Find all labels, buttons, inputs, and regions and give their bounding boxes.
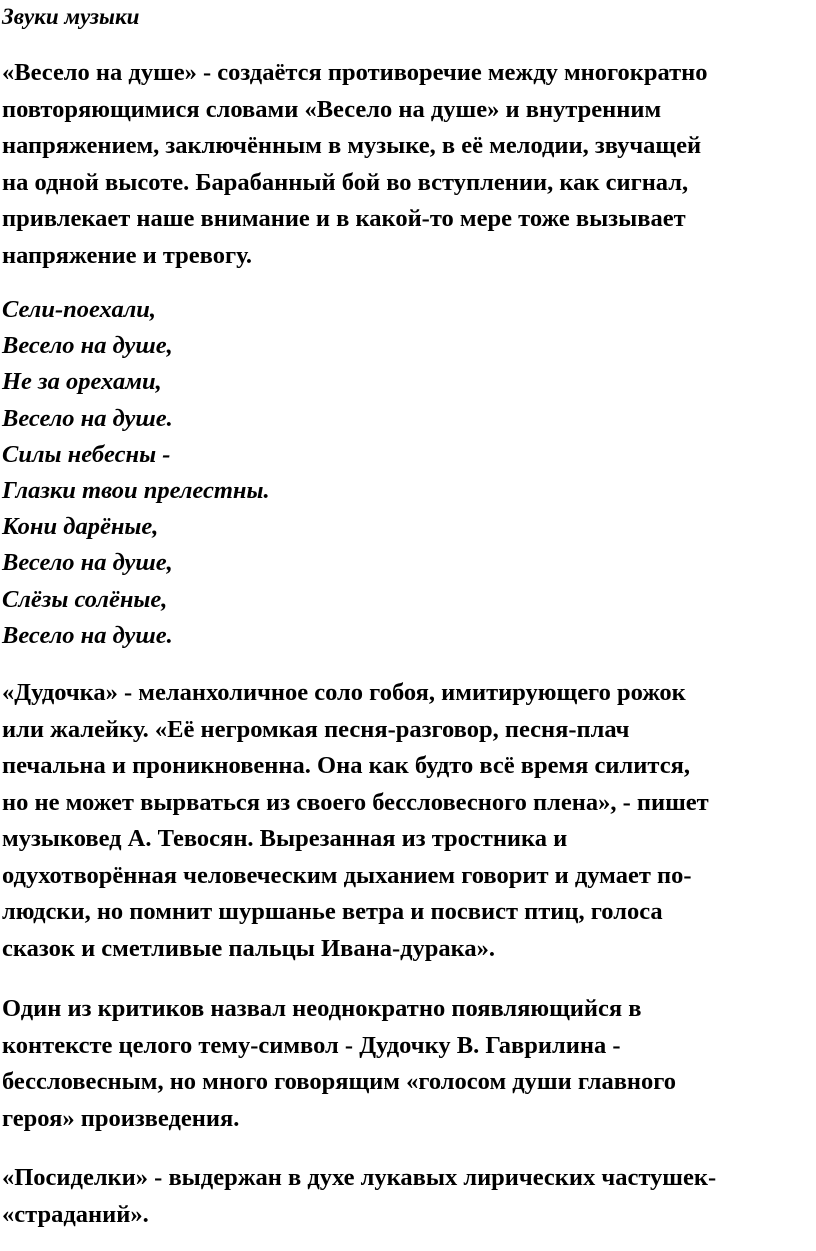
paragraph-line: бессловесным, но много говорящим «голосом души главного — [2, 1068, 677, 1095]
paragraph-line: привлекает наше внимание и в какой-то мере тоже вызывает — [2, 205, 686, 232]
paragraph-line: контексте целого тему-символ - Дудочку В. Гаврилина - — [2, 1031, 621, 1059]
poem-line: Весело на душе, — [2, 332, 173, 360]
paragraph-vesело-na-dushe — [2, 55, 708, 274]
paragraph-line: Один из критиков назвал неоднократно появляющийся в — [2, 995, 642, 1022]
paragraph-posidelki — [2, 1160, 716, 1233]
poem-verse — [2, 292, 270, 654]
paragraph-critic — [2, 991, 676, 1137]
paragraph-line: но не может вырваться из своего бессловесного плена», - пишет — [2, 788, 709, 816]
paragraph-line: печальна и проникновенна. Она как будто всё время силится, — [2, 752, 690, 779]
poem-line: Весело на душе, — [2, 549, 173, 577]
paragraph-line: напряжением, заключённым в музыке, в её мелодии, звучащей — [2, 132, 702, 159]
poem-line: Силы небесны - — [2, 440, 171, 468]
poem-line: Слёзы солёные, — [2, 585, 168, 613]
paragraph-line: «Дудочка» - меланхоличное соло гобоя, имитирующего рожок — [2, 679, 686, 706]
paragraph-line: сказок и сметливые пальцы Ивана-дурака». — [2, 934, 495, 962]
paragraph-line: «Посиделки» - выдержан в духе лукавых лирических частушек- — [2, 1164, 717, 1191]
paragraph-line: «Весело на душе» - создаётся противоречие между многократно — [2, 59, 708, 86]
paragraph-line: людски, но помнит шуршанье ветра и посвист птиц, голоса — [2, 898, 663, 925]
poem-line: Не за орехами, — [2, 368, 162, 396]
document-heading: Звуки музыки — [2, 4, 140, 29]
paragraph-line: музыковед А. Тевосян. Вырезанная из тростника и — [2, 825, 568, 852]
paragraph-line: на одной высоте. Барабанный бой во вступлении, как сигнал, — [2, 168, 689, 196]
poem-line: Глазки твои прелестны. — [2, 477, 270, 505]
paragraph-line: «страданий». — [2, 1200, 149, 1228]
poem-line: Сели-поехали, — [2, 296, 157, 323]
paragraph-line: напряжение и тревогу. — [2, 241, 253, 269]
paragraph-line: или жалейку. «Её негромкая песня-разговор, песня-плач — [2, 715, 630, 743]
paragraph-line: героя» произведения. — [2, 1104, 240, 1132]
paragraph-dudochka — [2, 675, 709, 967]
paragraph-line: повторяющимися словами «Весело на душе» и внутренним — [2, 95, 662, 123]
paragraph-line: одухотворённая человеческим дыханием говорит и думает по- — [2, 861, 692, 889]
poem-line: Весело на душе. — [2, 621, 173, 649]
poem-line: Весело на душе. — [2, 404, 173, 432]
poem-line: Кони дарёные, — [2, 513, 159, 541]
